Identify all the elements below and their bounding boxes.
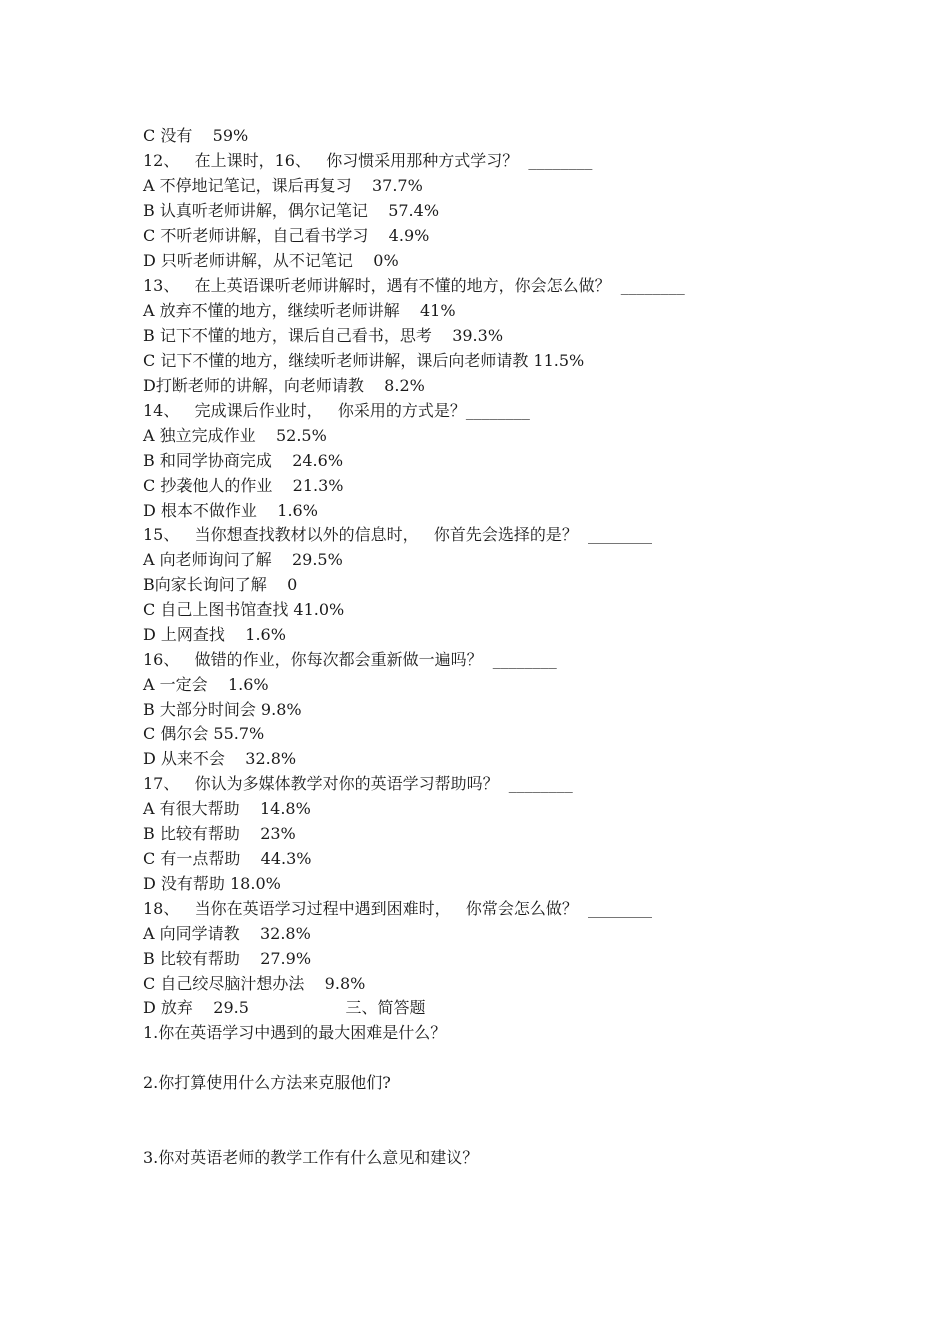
option-line: B 比较有帮助 27.9% [143,949,312,968]
option-line: D 根本不做作业 1.6% [143,501,318,520]
option-line: D 只听老师讲解，从不记笔记 0% [143,251,399,270]
option-line: C 自己上图书馆查找 41.0% [143,600,345,619]
question-14: 14、 完成课后作业时， 你采用的方式是？________ [143,401,530,420]
option-line: C 有一点帮助 44.3% [143,849,312,868]
option-line-with-section-heading: D 放弃 29.5 三、简答题 [143,998,426,1017]
question-12: 12、 在上课时，16、 你习惯采用那种方式学习？ ________ [143,151,593,170]
short-answer-question-2: 2.你打算使用什么方法来克服他们? [143,1073,391,1092]
option-line: C 偶尔会 55.7% [143,724,265,743]
option-line: B 大部分时间会 9.8% [143,700,302,719]
option-line: D 没有帮助 18.0% [143,874,281,893]
option-line: A 有很大帮助 14.8% [143,799,311,818]
question-13: 13、 在上英语课听老师讲解时，遇有不懂的地方，你会怎么做？ ________ [143,276,685,295]
option-line: B 比较有帮助 23% [143,824,296,843]
option-line: A 不停地记笔记，课后再复习 37.7% [143,176,423,195]
option-line: B 认真听老师讲解，偶尔记笔记 57.4% [143,201,440,220]
option-line: C 不听老师讲解，自己看书学习 4.9% [143,226,430,245]
option-line: B 和同学协商完成 24.6% [143,451,344,470]
option-line: D 上网查找 1.6% [143,625,286,644]
option-line: D 从来不会 32.8% [143,749,297,768]
option-line: C 记下不懂的地方，继续听老师讲解，课后向老师请教 11.5% [143,351,585,370]
question-18: 18、 当你在英语学习过程中遇到困难时， 你常会怎么做？ ________ [143,899,653,918]
option-line: C 自己绞尽脑汁想办法 9.8% [143,974,366,993]
option-line: A 一定会 1.6% [143,675,269,694]
question-16: 16、 做错的作业，你每次都会重新做一遍吗？ ________ [143,650,557,669]
option-line: B 记下不懂的地方，课后自己看书，思考 39.3% [143,326,504,345]
option-line: C 没有 59% [143,126,249,145]
option-line: A 独立完成作业 52.5% [143,426,327,445]
short-answer-question-3: 3.你对英语老师的教学工作有什么意见和建议？ [143,1148,479,1167]
option-line: C 抄袭他人的作业 21.3% [143,476,344,495]
option-line: B向家长询问了解 0 [143,575,298,594]
question-17: 17、 你认为多媒体教学对你的英语学习帮助吗？ ________ [143,774,573,793]
option-line: D打断老师的讲解，向老师请教 8.2% [143,376,425,395]
option-line: A 向同学请教 32.8% [143,924,311,943]
short-answer-question-1: 1.你在英语学习中遇到的最大困难是什么？ [143,1023,447,1042]
question-15: 15、 当你想查找教材以外的信息时， 你首先会选择的是？ ________ [143,525,653,544]
option-line: A 放弃不懂的地方，继续听老师讲解 41% [143,301,456,320]
option-line: A 向老师询问了解 29.5% [143,550,343,569]
